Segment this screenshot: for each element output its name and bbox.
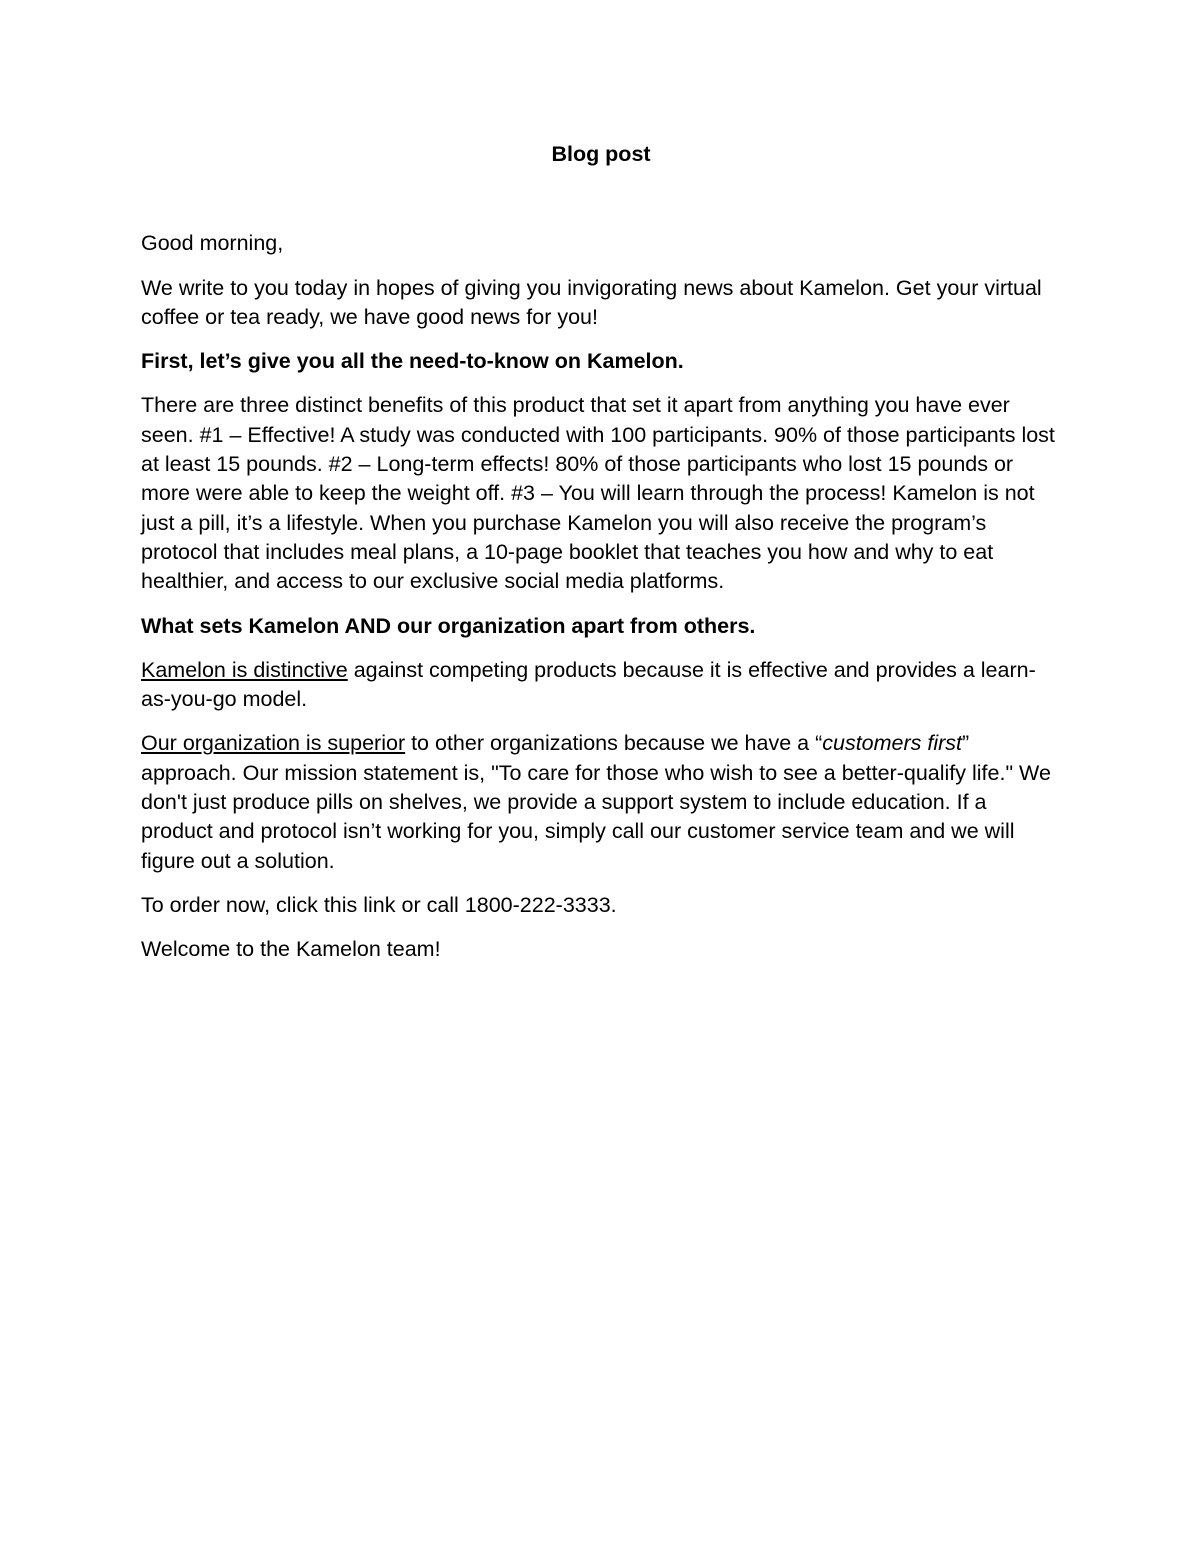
distinctive-underlined-text: Kamelon is distinctive [141, 657, 348, 682]
document-body [141, 140, 1061, 965]
order-paragraph: To order now, click this link or call 1800-222-3333. [141, 892, 617, 917]
superior-paragraph [141, 729, 1061, 875]
intro-paragraph: We write to you today in hopes of giving you invigorating news about Kamelon. Get your virtual coffee or tea ready, we have good news for you! [141, 275, 1042, 329]
customers-first-italic: customers first [822, 731, 963, 756]
benefits-paragraph: There are three distinct benefits of this product that set it apart from anything you have ever seen. #1 – Effective! A study was conducted with 100 participants. 90% of those participants lost at least 15 pounds. #2 – Long-term effects! 80% of those participants who lost 15 pounds or more were able to keep the weight off. #3 – You will learn through the process! Kamelon is not just a pill, it’s a lifestyle. When you purchase Kamelon you will also receive the program’s protocol that includes meal plans, a 10-page booklet that teaches you how and why to eat healthier, and access to our exclusive social media platforms. [141, 393, 1055, 594]
section-heading-apart: What sets Kamelon AND our organization apart from others. [141, 613, 756, 638]
superior-underlined-text: Our organization is superior [141, 731, 406, 756]
distinctive-text: against competing products because it is effective and provides a learn-as-you-go model. [141, 657, 1036, 712]
section-heading-need-to-know: First, let’s give you all the need-to-know on Kamelon. [141, 349, 684, 374]
closing-line: Welcome to the Kamelon team! [141, 937, 441, 962]
document-title: Blog post [551, 142, 651, 166]
distinctive-paragraph [141, 656, 1061, 715]
superior-text: ” approach. Our mission statement is, "To care for those who wish to see a better-qualify life." We don't just produce pills on shelves, we provide a support system to include education. If a product and protocol isn’t working for you, simply call our customer service team and we will figure out a solution. [141, 731, 1051, 873]
greeting: Good morning, [141, 231, 284, 256]
superior-text-before-italic: to other organizations because we have a “ [405, 731, 823, 756]
